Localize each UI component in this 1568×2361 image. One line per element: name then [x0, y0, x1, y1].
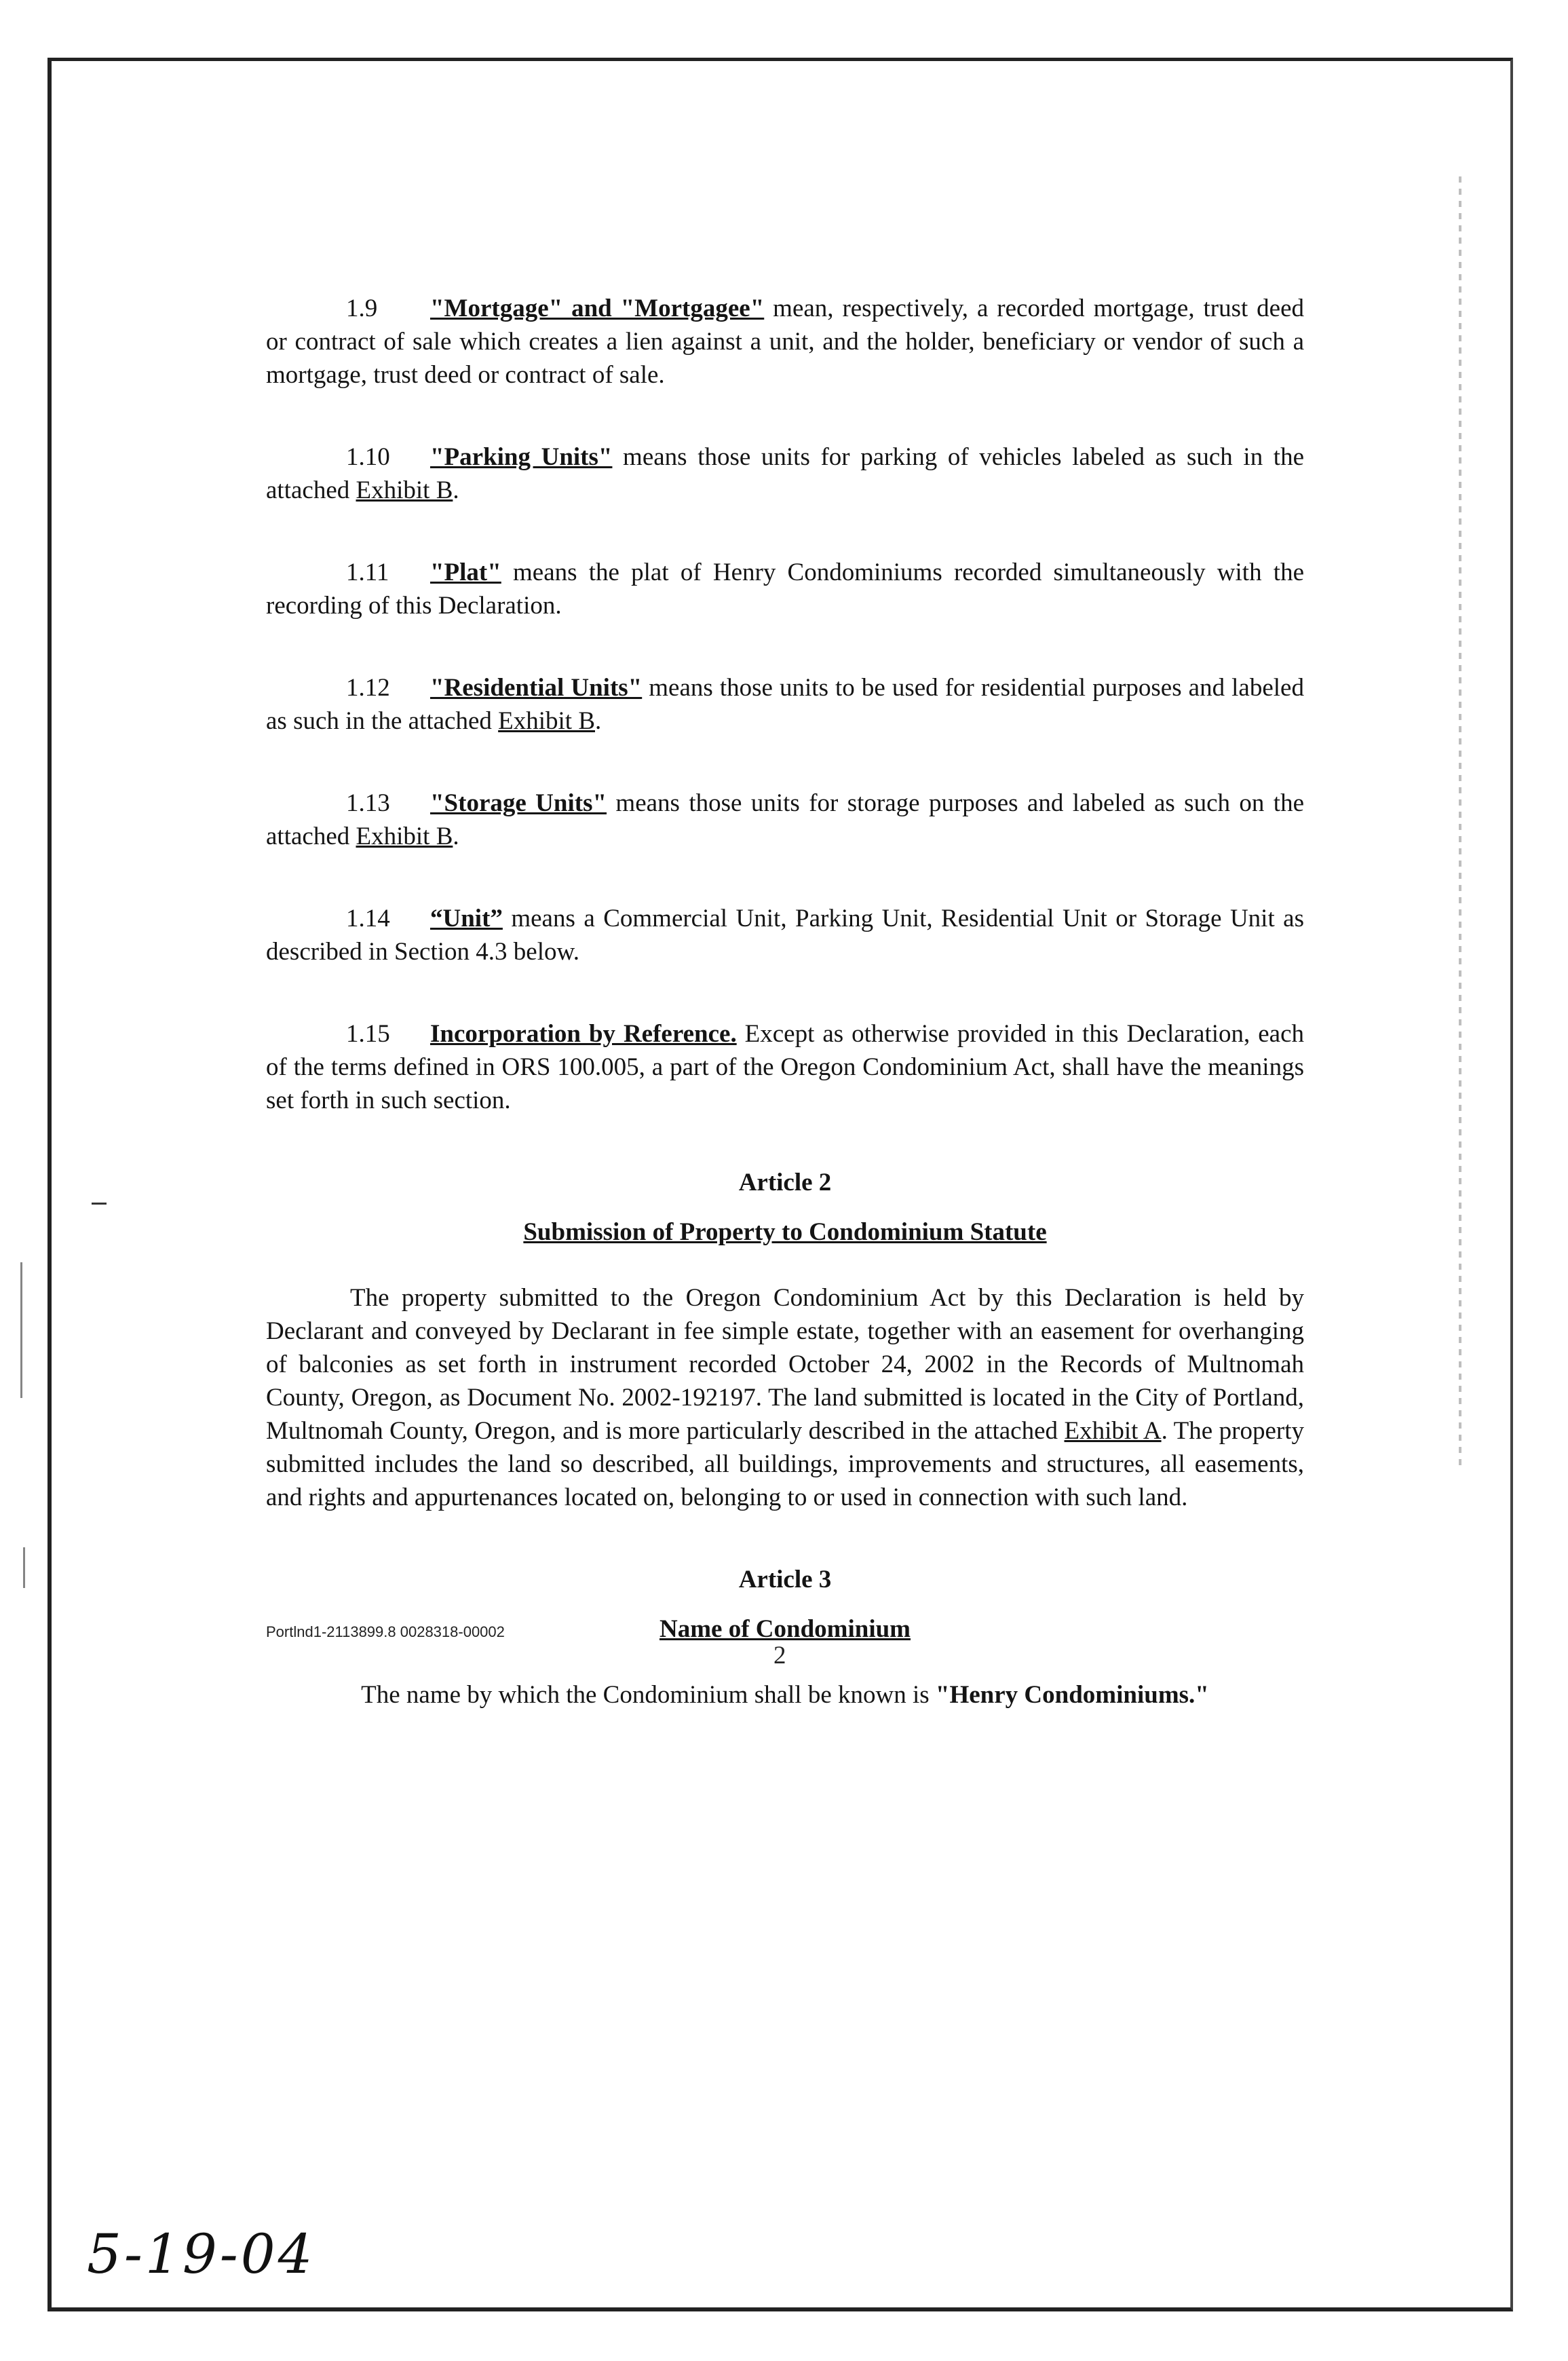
scan-mark — [92, 1203, 107, 1205]
footer-document-code: Portlnd1-2113899.8 0028318-00002 — [266, 1623, 505, 1640]
section-number: 1.12 — [346, 674, 390, 702]
article-2-heading: Article 2 — [738, 1169, 832, 1196]
defined-term: "Plat" — [430, 559, 501, 586]
definition-paragraph — [266, 902, 1304, 968]
definition-paragraph — [266, 292, 1304, 392]
scan-artifact-dots — [1459, 176, 1461, 1466]
defined-term: “Unit” — [430, 905, 503, 932]
section-number: 1.9 — [346, 295, 378, 322]
section-number: 1.14 — [346, 905, 390, 932]
exhibit-reference: Exhibit B — [356, 476, 453, 504]
definition-text-end: . — [595, 707, 602, 735]
definition-text-end: . — [453, 823, 459, 850]
definition-text: mean, respectively, a recorded mortgage, trust deed or contract of sale which creates a lien against a unit, and the holder, beneficiary or vendor of such a mortgage, trust deed or contract of sale. — [266, 295, 1305, 389]
article-2-body — [266, 1281, 1304, 1514]
article-2-text-end: . The property submitted includes the land so described, all buildings, improvements and structures, all easements, and rights and appurtenances located on, belonging to or used in connection with such land. — [266, 1417, 1304, 1511]
definition-text: means the plat of Henry Condominiums recorded simultaneously with the recording of this Declaration. — [266, 559, 1304, 620]
section-number: 1.10 — [346, 443, 390, 471]
exhibit-reference: Exhibit B — [356, 823, 453, 850]
section-number: 1.11 — [346, 559, 389, 586]
definitions-list — [266, 292, 1304, 1117]
definition-paragraph — [266, 787, 1304, 853]
definition-paragraph — [266, 1017, 1304, 1117]
page-number: 2 — [773, 1642, 786, 1669]
definition-text: means a Commercial Unit, Parking Unit, Residential Unit or Storage Unit as described in Section 4.3 below. — [266, 905, 1304, 966]
defined-term: Incorporation by Reference. — [430, 1020, 737, 1048]
handwritten-date: 5-19-04 — [87, 2223, 315, 2286]
article-3-text: The name by which the Condominium shall be known is — [361, 1681, 936, 1709]
definition-text: means those units for parking of vehicles labeled as such in the attached — [266, 443, 1304, 504]
definition-text-end: . — [453, 476, 459, 504]
exhibit-a-reference: Exhibit A — [1064, 1417, 1162, 1445]
article-3-title: Name of Condominium — [659, 1615, 911, 1643]
section-number: 1.15 — [346, 1020, 390, 1048]
condominium-name: "Henry Condominiums." — [935, 1681, 1209, 1709]
definition-text: Except as otherwise provided in this Declaration, each of the terms defined in ORS 100.005, a part of the Oregon Condominium Act, shall have the meanings set forth in such section. — [266, 1020, 1304, 1114]
defined-term: "Parking Units" — [430, 443, 613, 471]
article-3-heading: Article 3 — [738, 1566, 832, 1593]
defined-term: "Residential Units" — [430, 674, 643, 702]
definition-text: means those units to be used for residential purposes and labeled as such in the attached — [266, 674, 1304, 735]
article-2-title: Submission of Property to Condominium Statute — [523, 1218, 1047, 1246]
exhibit-reference: Exhibit B — [498, 707, 595, 735]
definition-paragraph — [266, 556, 1304, 622]
defined-term: "Storage Units" — [430, 789, 607, 817]
section-number: 1.13 — [346, 789, 390, 817]
article-2-text: The property submitted to the Oregon Condominium Act by this Declaration is held by Declarant and conveyed by Declarant in fee simple estate, together with an easement for overhanging of balconies as set forth in instrument recorded October 24, 2002 in the Records of Multnomah County, Oregon, as Document No. 2002-192197. The land submitted is located in the City of Portland, Multnomah County, Oregon, and is more particularly described in the attached — [266, 1284, 1304, 1445]
article-2 — [266, 1166, 1304, 1514]
document-body — [266, 292, 1304, 1712]
article-3-body — [266, 1678, 1304, 1712]
definition-paragraph — [266, 671, 1304, 738]
definition-paragraph — [266, 440, 1304, 507]
scan-mark — [23, 1547, 25, 1588]
scan-mark — [20, 1262, 22, 1398]
defined-term: "Mortgage" and "Mortgagee" — [430, 295, 765, 322]
definition-text: means those units for storage purposes and labeled as such on the attached — [266, 789, 1304, 850]
